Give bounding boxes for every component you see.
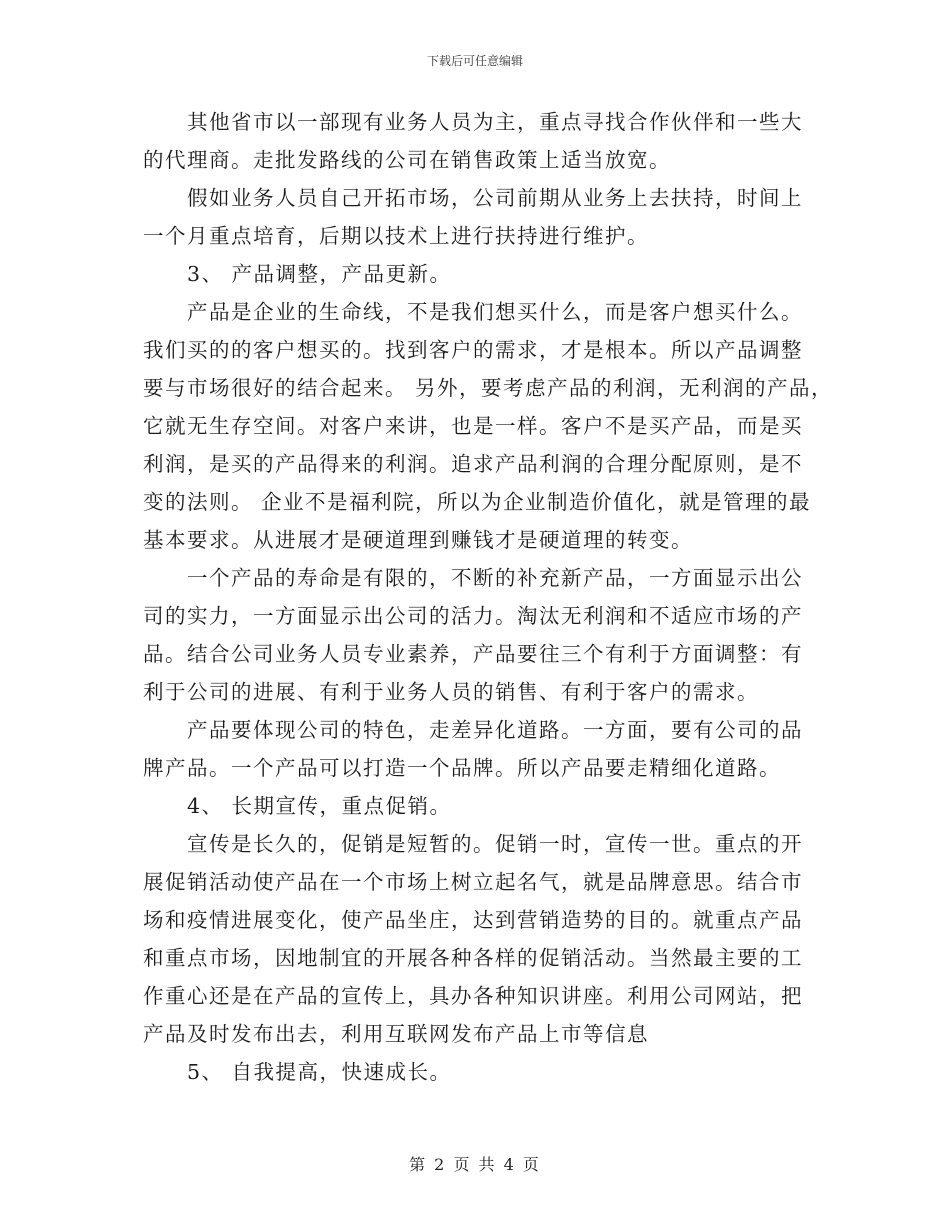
- text-line: 的代理商。走批发路线的公司在销售政策上适当放宽。: [143, 148, 671, 172]
- text-line: 5、 自我提高，快速成长。: [187, 1060, 452, 1084]
- text-line: 司的实力，一方面显示出公司的活力。淘汰无利润和不适应市场的产: [143, 604, 803, 628]
- text-line: 利润，是买的产品得来的利润。追求产品利润的合理分配原则，是不: [143, 452, 803, 476]
- text-line: 品。结合公司业务人员专业素养，产品要往三个有利于方面调整：有: [143, 642, 803, 666]
- text-line: 作重心还是在产品的宣传上，具办各种知识讲座。利用公司网站，把: [143, 984, 803, 1008]
- page-number-footer: 第 2 页 共 4 页: [409, 1155, 541, 1174]
- text-line: 产品是企业的生命线，不是我们想买什么，而是客户想买什么。: [187, 300, 803, 324]
- text-line: 一个月重点培育，后期以技术上进行扶持进行维护。: [143, 224, 649, 248]
- text-line: 基本要求。从进展才是硬道理到赚钱才是硬道理的转变。: [143, 528, 693, 552]
- text-line: 假如业务人员自己开拓市场，公司前期从业务上去扶持，时间上: [187, 186, 803, 210]
- text-line: 3、 产品调整，产品更新。: [187, 262, 452, 286]
- text-line: 要与市场很好的结合起来。 另外，要考虑产品的利润，无利润的产品，: [143, 376, 834, 400]
- text-line: 利于公司的进展、有利于业务人员的销售、有利于客户的需求。: [143, 680, 759, 704]
- text-line: 一个产品的寿命是有限的，不断的补充新产品，一方面显示出公: [187, 566, 803, 590]
- page-header: 下载后可任意编辑: [426, 54, 523, 68]
- text-line: 其他省市以一部现有业务人员为主，重点寻找合作伙伴和一些大: [187, 110, 803, 134]
- text-line: 产品要体现公司的特色，走差异化道路。一方面，要有公司的品: [187, 718, 803, 742]
- text-line: 变的法则。 企业不是福利院，所以为企业制造价值化，就是管理的最: [143, 490, 812, 514]
- text-line: 产品及时发布出去，利用互联网发布产品上市等信息: [143, 1022, 649, 1046]
- text-line: 4、 长期宣传，重点促销。: [187, 794, 452, 818]
- text-line: 宣传是长久的，促销是短暂的。促销一时，宣传一世。重点的开: [187, 832, 803, 856]
- text-line: 和重点市场，因地制宜的开展各种各样的促销活动。当然最主要的工: [143, 946, 803, 970]
- text-line: 场和疫情进展变化，使产品坐庄，达到营销造势的目的。就重点产品: [143, 908, 803, 932]
- text-line: 展促销活动使产品在一个市场上树立起名气，就是品牌意思。结合市: [143, 870, 803, 894]
- text-line: 牌产品。一个产品可以打造一个品牌。所以产品要走精细化道路。: [143, 756, 781, 780]
- text-line: 我们买的的客户想买的。找到客户的需求，才是根本。所以产品调整: [143, 338, 803, 362]
- text-line: 它就无生存空间。对客户来讲，也是一样。客户不是买产品，而是买: [143, 414, 803, 438]
- document-body: [143, 103, 834, 1091]
